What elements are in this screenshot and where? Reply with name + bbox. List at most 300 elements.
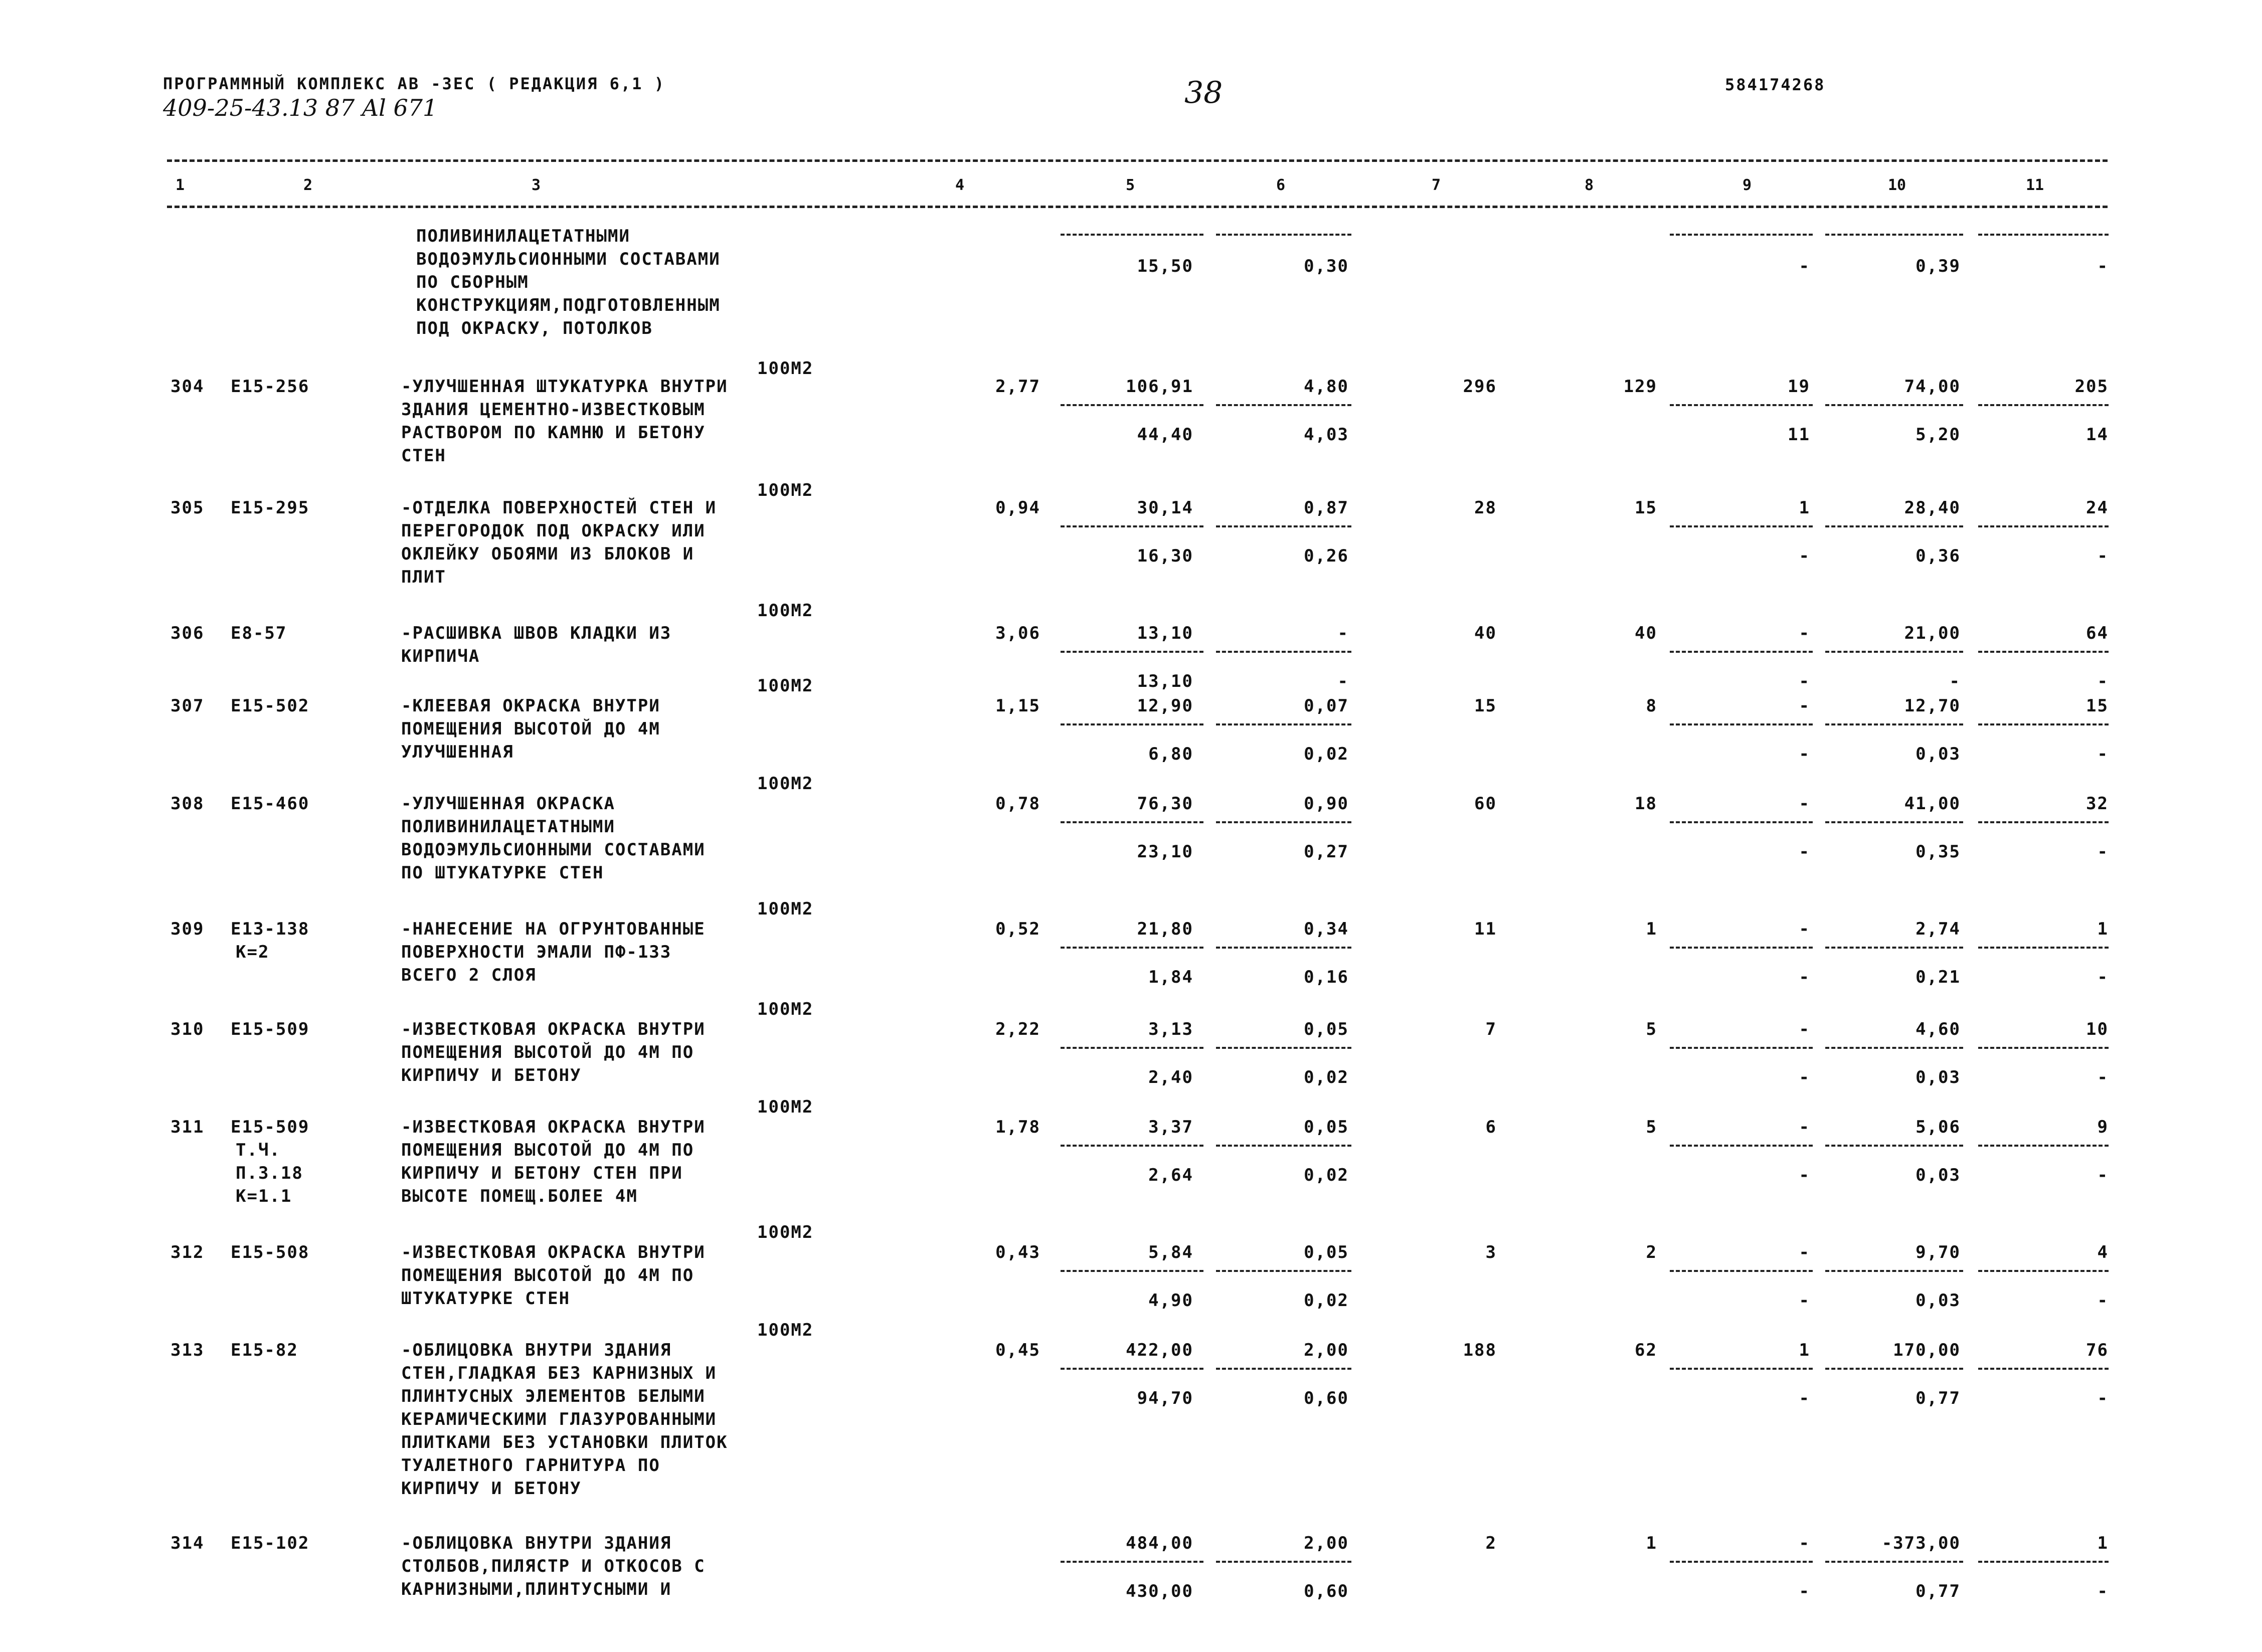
value-col10: 2,74 <box>1916 919 1961 939</box>
value-col9: - <box>1799 1533 1810 1553</box>
sub-value-col6: 0,16 <box>1304 967 1349 987</box>
sub-value-col6: 0,27 <box>1304 842 1349 862</box>
norm-code: Е15-502 <box>231 696 310 716</box>
value-col10: 74,00 <box>1904 377 1961 397</box>
value-col8: 2 <box>1646 1242 1657 1262</box>
row-separator-2 <box>1216 525 1351 527</box>
description-line: ВСЕГО 2 СЛОЯ <box>401 965 537 985</box>
sub-value-col9: - <box>1799 744 1810 764</box>
description-line: ПОД ОКРАСКУ, ПОТОЛКОВ <box>416 318 653 338</box>
value-col7: 2 <box>1485 1533 1497 1553</box>
column-header-5: 5 <box>1126 176 1135 194</box>
sub-value-col11: - <box>2097 967 2109 987</box>
row-separator-3 <box>1670 525 1813 527</box>
value-col10: 4,60 <box>1916 1019 1961 1039</box>
row-separator-2 <box>1216 1368 1351 1370</box>
value-col11: 64 <box>2086 623 2109 643</box>
sub-value-col10: 5,20 <box>1916 425 1961 445</box>
sub-value-col10: 0,03 <box>1916 1291 1961 1311</box>
document-code: 584174268 <box>1725 75 1826 94</box>
description-line: -КЛЕЕВАЯ ОКРАСКА ВНУТРИ <box>401 696 660 716</box>
row-separator-5 <box>1978 723 2109 725</box>
description-line: КИРПИЧУ И БЕТОНУ <box>401 1065 582 1085</box>
description-line: УЛУЧШЕННАЯ <box>401 742 514 762</box>
row-separator-1 <box>1061 1145 1203 1147</box>
row-separator-3 <box>1670 651 1813 653</box>
value-col9: - <box>1799 1019 1810 1039</box>
sub-value-col9: - <box>1799 1291 1810 1311</box>
value-col5: 21,80 <box>1137 919 1193 939</box>
description-line: СТЕН <box>401 446 446 466</box>
row-separator-4 <box>1825 1145 1963 1147</box>
page-number: 38 <box>1184 75 1223 110</box>
norm-code: Е15-460 <box>231 794 310 814</box>
row-number: 313 <box>170 1340 205 1360</box>
description-line: РАСТВОРОМ ПО КАМНЮ И БЕТОНУ <box>401 423 706 443</box>
row-separator-4 <box>1825 525 1963 527</box>
sub-value-col5: 44,40 <box>1137 425 1193 445</box>
sub-value-col11: - <box>2097 671 2109 691</box>
value-col11: 15 <box>2086 696 2109 716</box>
carry-over-separator-1 <box>1061 234 1203 236</box>
unit-label: 100М2 <box>757 774 814 794</box>
unit-label: 100М2 <box>757 1222 814 1242</box>
sub-value-col9: - <box>1799 967 1810 987</box>
row-separator-3 <box>1670 1047 1813 1049</box>
value-col7: 60 <box>1474 794 1497 814</box>
value-col4: 0,78 <box>995 794 1040 814</box>
sub-value-col5: 94,70 <box>1137 1388 1193 1408</box>
value-col6: 0,05 <box>1304 1019 1349 1039</box>
value-col9: - <box>1799 696 1810 716</box>
sub-value-col10: - <box>1949 671 1961 691</box>
description-line: -УЛУЧШЕННАЯ ШТУКАТУРКА ВНУТРИ <box>401 377 728 397</box>
value-col8: 40 <box>1635 623 1657 643</box>
value-col4: 1,78 <box>995 1117 1040 1137</box>
row-separator-1 <box>1061 651 1203 653</box>
row-separator-3 <box>1670 1270 1813 1272</box>
value-col7: 188 <box>1463 1340 1497 1360</box>
description-line: -РАСШИВКА ШВОВ КЛАДКИ ИЗ <box>401 623 672 643</box>
row-separator-4 <box>1825 1561 1963 1563</box>
description-line: ПОМЕЩЕНИЯ ВЫСОТОЙ ДО 4М ПО <box>401 1042 694 1062</box>
value-col10: 170,00 <box>1893 1340 1961 1360</box>
sub-value-col11: - <box>2097 1581 2109 1601</box>
description-line: -НАНЕСЕНИЕ НА ОГРУНТОВАННЫЕ <box>401 919 706 939</box>
sub-value-col11: - <box>2097 1291 2109 1311</box>
sub-value-col10: 0,03 <box>1916 744 1961 764</box>
value-col4: 0,94 <box>995 498 1040 518</box>
value-col8: 129 <box>1623 377 1657 397</box>
value-col5: 106,91 <box>1126 377 1193 397</box>
program-header: ПРОГРАММНЫЙ КОМПЛЕКС АВ -ЗЕС ( РЕДАКЦИЯ 6,1 ) <box>163 74 665 93</box>
row-separator-5 <box>1978 404 2109 406</box>
norm-code: Е15-508 <box>231 1242 310 1262</box>
row-separator-4 <box>1825 1270 1963 1272</box>
value-col8: 8 <box>1646 696 1657 716</box>
column-header-3: 3 <box>532 176 541 194</box>
sub-value-col6: 0,02 <box>1304 1165 1349 1185</box>
value-col6: 0,05 <box>1304 1242 1349 1262</box>
sub-value-col10: 0,39 <box>1916 256 1961 276</box>
value-col8: 62 <box>1635 1340 1657 1360</box>
sub-value-col9: - <box>1799 546 1810 566</box>
value-col7: 296 <box>1463 377 1497 397</box>
description-line: -ИЗВЕСТКОВАЯ ОКРАСКА ВНУТРИ <box>401 1117 706 1137</box>
column-header-7: 7 <box>1432 176 1441 194</box>
sub-value-col10: 0,21 <box>1916 967 1961 987</box>
carry-over-separator-4 <box>1825 234 1963 236</box>
value-col4: 3,06 <box>995 623 1040 643</box>
description-line: ПОМЕЩЕНИЯ ВЫСОТОЙ ДО 4М <box>401 719 660 739</box>
value-col10: 5,06 <box>1916 1117 1961 1137</box>
sub-value-col11: - <box>2097 1067 2109 1087</box>
column-header-1: 1 <box>176 176 185 194</box>
value-col6: 0,07 <box>1304 696 1349 716</box>
row-separator-5 <box>1978 1047 2109 1049</box>
sub-value-col11: - <box>2097 744 2109 764</box>
row-separator-3 <box>1670 1561 1813 1563</box>
value-col8: 5 <box>1646 1019 1657 1039</box>
row-number: 307 <box>170 696 205 716</box>
row-separator-2 <box>1216 651 1351 653</box>
row-separator-2 <box>1216 1047 1351 1049</box>
row-number: 312 <box>170 1242 205 1262</box>
row-separator-2 <box>1216 947 1351 949</box>
norm-code: Е15-256 <box>231 377 310 397</box>
sub-value-col6: 0,60 <box>1304 1581 1349 1601</box>
sub-value-col11: - <box>2097 546 2109 566</box>
value-col9: 1 <box>1799 1340 1810 1360</box>
sub-value-col11: - <box>2097 1165 2109 1185</box>
norm-code: Е8-57 <box>231 623 287 643</box>
sub-value-col9: 11 <box>1788 425 1810 445</box>
sub-value-col9: - <box>1799 1165 1810 1185</box>
value-col10: 9,70 <box>1916 1242 1961 1262</box>
norm-code: Е15-295 <box>231 498 310 518</box>
row-number: 305 <box>170 498 205 518</box>
header-bottom-rule <box>167 206 2108 208</box>
value-col11: 24 <box>2086 498 2109 518</box>
sub-value-col11: 14 <box>2086 425 2109 445</box>
value-col6: 0,05 <box>1304 1117 1349 1137</box>
sub-value-col10: 0,36 <box>1916 546 1961 566</box>
sub-value-col5: 15,50 <box>1137 256 1193 276</box>
row-number: 311 <box>170 1117 205 1137</box>
value-col9: 19 <box>1788 377 1810 397</box>
description-line: -ОБЛИЦОВКА ВНУТРИ ЗДАНИЯ <box>401 1533 672 1553</box>
description-line: ШТУКАТУРКЕ СТЕН <box>401 1289 571 1309</box>
sub-value-col5: 4,90 <box>1148 1291 1193 1311</box>
sub-value-col6: 0,26 <box>1304 546 1349 566</box>
norm-code: К=2 <box>236 942 270 962</box>
value-col6: 4,80 <box>1304 377 1349 397</box>
description-line: ПЕРЕГОРОДОК ПОД ОКРАСКУ ИЛИ <box>401 521 706 541</box>
value-col7: 28 <box>1474 498 1497 518</box>
row-separator-4 <box>1825 821 1963 823</box>
description-line: ПЛИНТУСНЫХ ЭЛЕМЕНТОВ БЕЛЫМИ <box>401 1386 706 1406</box>
row-separator-5 <box>1978 525 2109 527</box>
value-col10: 28,40 <box>1904 498 1961 518</box>
description-line: ТУАЛЕТНОГО ГАРНИТУРА ПО <box>401 1455 660 1476</box>
sub-value-col6: 0,60 <box>1304 1388 1349 1408</box>
value-col9: 1 <box>1799 498 1810 518</box>
row-separator-5 <box>1978 1561 2109 1563</box>
row-separator-4 <box>1825 723 1963 725</box>
description-line: ВОДОЭМУЛЬСИОННЫМИ СОСТАВАМИ <box>401 840 706 860</box>
sub-value-col10: 0,77 <box>1916 1388 1961 1408</box>
value-col4: 0,45 <box>995 1340 1040 1360</box>
value-col5: 12,90 <box>1137 696 1193 716</box>
description-line: ПОВЕРХНОСТИ ЭМАЛИ ПФ-133 <box>401 942 672 962</box>
value-col4: 2,22 <box>995 1019 1040 1039</box>
sub-value-col9: - <box>1799 256 1810 276</box>
value-col4: 0,52 <box>995 919 1040 939</box>
value-col6: 2,00 <box>1304 1533 1349 1553</box>
value-col8: 1 <box>1646 1533 1657 1553</box>
norm-code: Е15-82 <box>231 1340 298 1360</box>
sub-value-col5: 16,30 <box>1137 546 1193 566</box>
row-separator-5 <box>1978 1368 2109 1370</box>
unit-label: 100М2 <box>757 358 814 379</box>
value-col8: 18 <box>1635 794 1657 814</box>
sub-value-col6: 0,02 <box>1304 1291 1349 1311</box>
value-col5: 76,30 <box>1137 794 1193 814</box>
row-separator-5 <box>1978 1270 2109 1272</box>
carry-over-separator-5 <box>1978 234 2109 236</box>
description-line: КЕРАМИЧЕСКИМИ ГЛАЗУРОВАННЫМИ <box>401 1409 717 1429</box>
column-header-4: 4 <box>955 176 965 194</box>
row-separator-5 <box>1978 821 2109 823</box>
norm-code: Е15-509 <box>231 1117 310 1137</box>
description-line: КОНСТРУКЦИЯМ,ПОДГОТОВЛЕННЫМ <box>416 295 721 315</box>
row-separator-4 <box>1825 1047 1963 1049</box>
column-header-9: 9 <box>1743 176 1752 194</box>
row-separator-4 <box>1825 651 1963 653</box>
row-separator-2 <box>1216 404 1351 406</box>
norm-code: Е13-138 <box>231 919 310 939</box>
handwritten-reference: 409-25-43.13 87 Al 671 <box>163 94 438 121</box>
table-top-rule <box>167 159 2108 162</box>
unit-label: 100М2 <box>757 899 814 919</box>
norm-code: Е15-102 <box>231 1533 310 1553</box>
value-col6: 2,00 <box>1304 1340 1349 1360</box>
unit-label: 100М2 <box>757 1320 814 1340</box>
description-line: ВОДОЭМУЛЬСИОННЫМИ СОСТАВАМИ <box>416 249 721 269</box>
description-line: КИРПИЧУ И БЕТОНУ <box>401 1479 582 1499</box>
norm-code: К=1.1 <box>236 1186 292 1206</box>
row-number: 304 <box>170 377 205 397</box>
row-separator-2 <box>1216 1561 1351 1563</box>
sub-value-col11: - <box>2097 842 2109 862</box>
row-separator-3 <box>1670 1145 1813 1147</box>
row-separator-3 <box>1670 1368 1813 1370</box>
description-line: -УЛУЧШЕННАЯ ОКРАСКА <box>401 794 615 814</box>
unit-label: 100М2 <box>757 676 814 696</box>
description-line: ПОМЕЩЕНИЯ ВЫСОТОЙ ДО 4М ПО <box>401 1265 694 1286</box>
value-col7: 11 <box>1474 919 1497 939</box>
description-line: ПЛИТКАМИ БЕЗ УСТАНОВКИ ПЛИТОК <box>401 1432 728 1452</box>
column-header-10: 10 <box>1888 176 1906 194</box>
value-col10: 21,00 <box>1904 623 1961 643</box>
unit-label: 100М2 <box>757 601 814 621</box>
value-col8: 5 <box>1646 1117 1657 1137</box>
value-col11: 9 <box>2097 1117 2109 1137</box>
column-header-2: 2 <box>303 176 313 194</box>
value-col5: 5,84 <box>1148 1242 1193 1262</box>
sub-value-col5: 13,10 <box>1137 671 1193 691</box>
value-col5: 422,00 <box>1126 1340 1193 1360</box>
row-separator-3 <box>1670 947 1813 949</box>
value-col9: - <box>1799 1242 1810 1262</box>
carry-over-separator-3 <box>1670 234 1813 236</box>
row-separator-5 <box>1978 1145 2109 1147</box>
sub-value-col5: 6,80 <box>1148 744 1193 764</box>
sub-value-col11: - <box>2097 1388 2109 1408</box>
value-col9: - <box>1799 623 1810 643</box>
row-separator-4 <box>1825 404 1963 406</box>
sub-value-col5: 430,00 <box>1126 1581 1193 1601</box>
row-separator-4 <box>1825 1368 1963 1370</box>
row-number: 308 <box>170 794 205 814</box>
row-separator-2 <box>1216 723 1351 725</box>
value-col7: 7 <box>1485 1019 1497 1039</box>
row-separator-2 <box>1216 1145 1351 1147</box>
description-line: -ИЗВЕСТКОВАЯ ОКРАСКА ВНУТРИ <box>401 1242 706 1262</box>
norm-code: Е15-509 <box>231 1019 310 1039</box>
row-separator-1 <box>1061 1561 1203 1563</box>
description-line: ПО ШТУКАТУРКЕ СТЕН <box>401 863 604 883</box>
value-col11: 205 <box>2074 377 2109 397</box>
column-header-8: 8 <box>1585 176 1594 194</box>
sub-value-col10: 0,77 <box>1916 1581 1961 1601</box>
row-separator-1 <box>1061 723 1203 725</box>
row-number: 310 <box>170 1019 205 1039</box>
value-col7: 15 <box>1474 696 1497 716</box>
description-line: ПОМЕЩЕНИЯ ВЫСОТОЙ ДО 4М ПО <box>401 1140 694 1160</box>
value-col10: -373,00 <box>1881 1533 1961 1553</box>
description-line: СТОЛБОВ,ПИЛЯСТР И ОТКОСОВ С <box>401 1556 706 1576</box>
norm-code: П.3.18 <box>236 1163 303 1183</box>
value-col7: 40 <box>1474 623 1497 643</box>
sub-value-col5: 1,84 <box>1148 967 1193 987</box>
value-col9: - <box>1799 1117 1810 1137</box>
sub-value-col6: 0,02 <box>1304 1067 1349 1087</box>
row-number: 306 <box>170 623 205 643</box>
row-separator-1 <box>1061 404 1203 406</box>
description-line: -ОБЛИЦОВКА ВНУТРИ ЗДАНИЯ <box>401 1340 672 1360</box>
description-line: ЗДАНИЯ ЦЕМЕНТНО-ИЗВЕСТКОВЫМ <box>401 400 706 420</box>
sub-value-col6: 4,03 <box>1304 425 1349 445</box>
value-col5: 484,00 <box>1126 1533 1193 1553</box>
norm-code: Т.Ч. <box>236 1140 281 1160</box>
value-col10: 41,00 <box>1904 794 1961 814</box>
column-header-11: 11 <box>2026 176 2044 194</box>
value-col9: - <box>1799 919 1810 939</box>
sub-value-col9: - <box>1799 1388 1810 1408</box>
row-separator-1 <box>1061 1047 1203 1049</box>
sub-value-col6: 0,02 <box>1304 744 1349 764</box>
row-separator-5 <box>1978 947 2109 949</box>
sub-value-col10: 0,03 <box>1916 1165 1961 1185</box>
description-line: ПО СБОРНЫМ <box>416 272 529 292</box>
description-line: КИРПИЧУ И БЕТОНУ СТЕН ПРИ <box>401 1163 683 1183</box>
value-col6: 0,90 <box>1304 794 1349 814</box>
value-col11: 4 <box>2097 1242 2109 1262</box>
row-separator-5 <box>1978 651 2109 653</box>
row-separator-2 <box>1216 821 1351 823</box>
value-col6: 0,87 <box>1304 498 1349 518</box>
description-line: ОКЛЕЙКУ ОБОЯМИ ИЗ БЛОКОВ И <box>401 544 694 564</box>
description-line: -ИЗВЕСТКОВАЯ ОКРАСКА ВНУТРИ <box>401 1019 706 1039</box>
carry-over-separator-2 <box>1216 234 1351 236</box>
value-col6: - <box>1337 623 1349 643</box>
description-line: ПОЛИВИНИЛАЦЕТАТНЫМИ <box>416 226 630 246</box>
unit-label: 100М2 <box>757 480 814 500</box>
row-separator-1 <box>1061 947 1203 949</box>
value-col11: 32 <box>2086 794 2109 814</box>
value-col4: 2,77 <box>995 377 1040 397</box>
sub-value-col6: - <box>1337 671 1349 691</box>
value-col4: 1,15 <box>995 696 1040 716</box>
value-col4: 0,43 <box>995 1242 1040 1262</box>
value-col9: - <box>1799 794 1810 814</box>
row-separator-1 <box>1061 525 1203 527</box>
row-separator-2 <box>1216 1270 1351 1272</box>
value-col6: 0,34 <box>1304 919 1349 939</box>
value-col8: 1 <box>1646 919 1657 939</box>
row-number: 314 <box>170 1533 205 1553</box>
column-header-6: 6 <box>1276 176 1286 194</box>
value-col8: 15 <box>1635 498 1657 518</box>
value-col11: 1 <box>2097 1533 2109 1553</box>
value-col5: 13,10 <box>1137 623 1193 643</box>
value-col11: 10 <box>2086 1019 2109 1039</box>
row-separator-1 <box>1061 821 1203 823</box>
sub-value-col9: - <box>1799 1581 1810 1601</box>
description-line: -ОТДЕЛКА ПОВЕРХНОСТЕЙ СТЕН И <box>401 498 717 518</box>
row-separator-1 <box>1061 1270 1203 1272</box>
sub-value-col5: 23,10 <box>1137 842 1193 862</box>
unit-label: 100М2 <box>757 999 814 1019</box>
value-col10: 12,70 <box>1904 696 1961 716</box>
description-line: КИРПИЧА <box>401 646 480 666</box>
row-separator-1 <box>1061 1368 1203 1370</box>
row-separator-3 <box>1670 821 1813 823</box>
sub-value-col10: 0,35 <box>1916 842 1961 862</box>
row-separator-3 <box>1670 404 1813 406</box>
sub-value-col11: - <box>2097 256 2109 276</box>
value-col5: 3,37 <box>1148 1117 1193 1137</box>
sub-value-col5: 2,64 <box>1148 1165 1193 1185</box>
value-col7: 6 <box>1485 1117 1497 1137</box>
description-line: ВЫСОТЕ ПОМЕЩ.БОЛЕЕ 4М <box>401 1186 638 1206</box>
value-col5: 3,13 <box>1148 1019 1193 1039</box>
description-line: ПОЛИВИНИЛАЦЕТАТНЫМИ <box>401 817 615 837</box>
sub-value-col6: 0,30 <box>1304 256 1349 276</box>
sub-value-col10: 0,03 <box>1916 1067 1961 1087</box>
row-separator-4 <box>1825 947 1963 949</box>
sub-value-col9: - <box>1799 1067 1810 1087</box>
value-col11: 1 <box>2097 919 2109 939</box>
sub-value-col9: - <box>1799 671 1810 691</box>
description-line: КАРНИЗНЫМИ,ПЛИНТУСНЫМИ И <box>401 1579 672 1599</box>
sub-value-col5: 2,40 <box>1148 1067 1193 1087</box>
row-separator-3 <box>1670 723 1813 725</box>
description-line: ПЛИТ <box>401 567 446 587</box>
value-col5: 30,14 <box>1137 498 1193 518</box>
sub-value-col9: - <box>1799 842 1810 862</box>
